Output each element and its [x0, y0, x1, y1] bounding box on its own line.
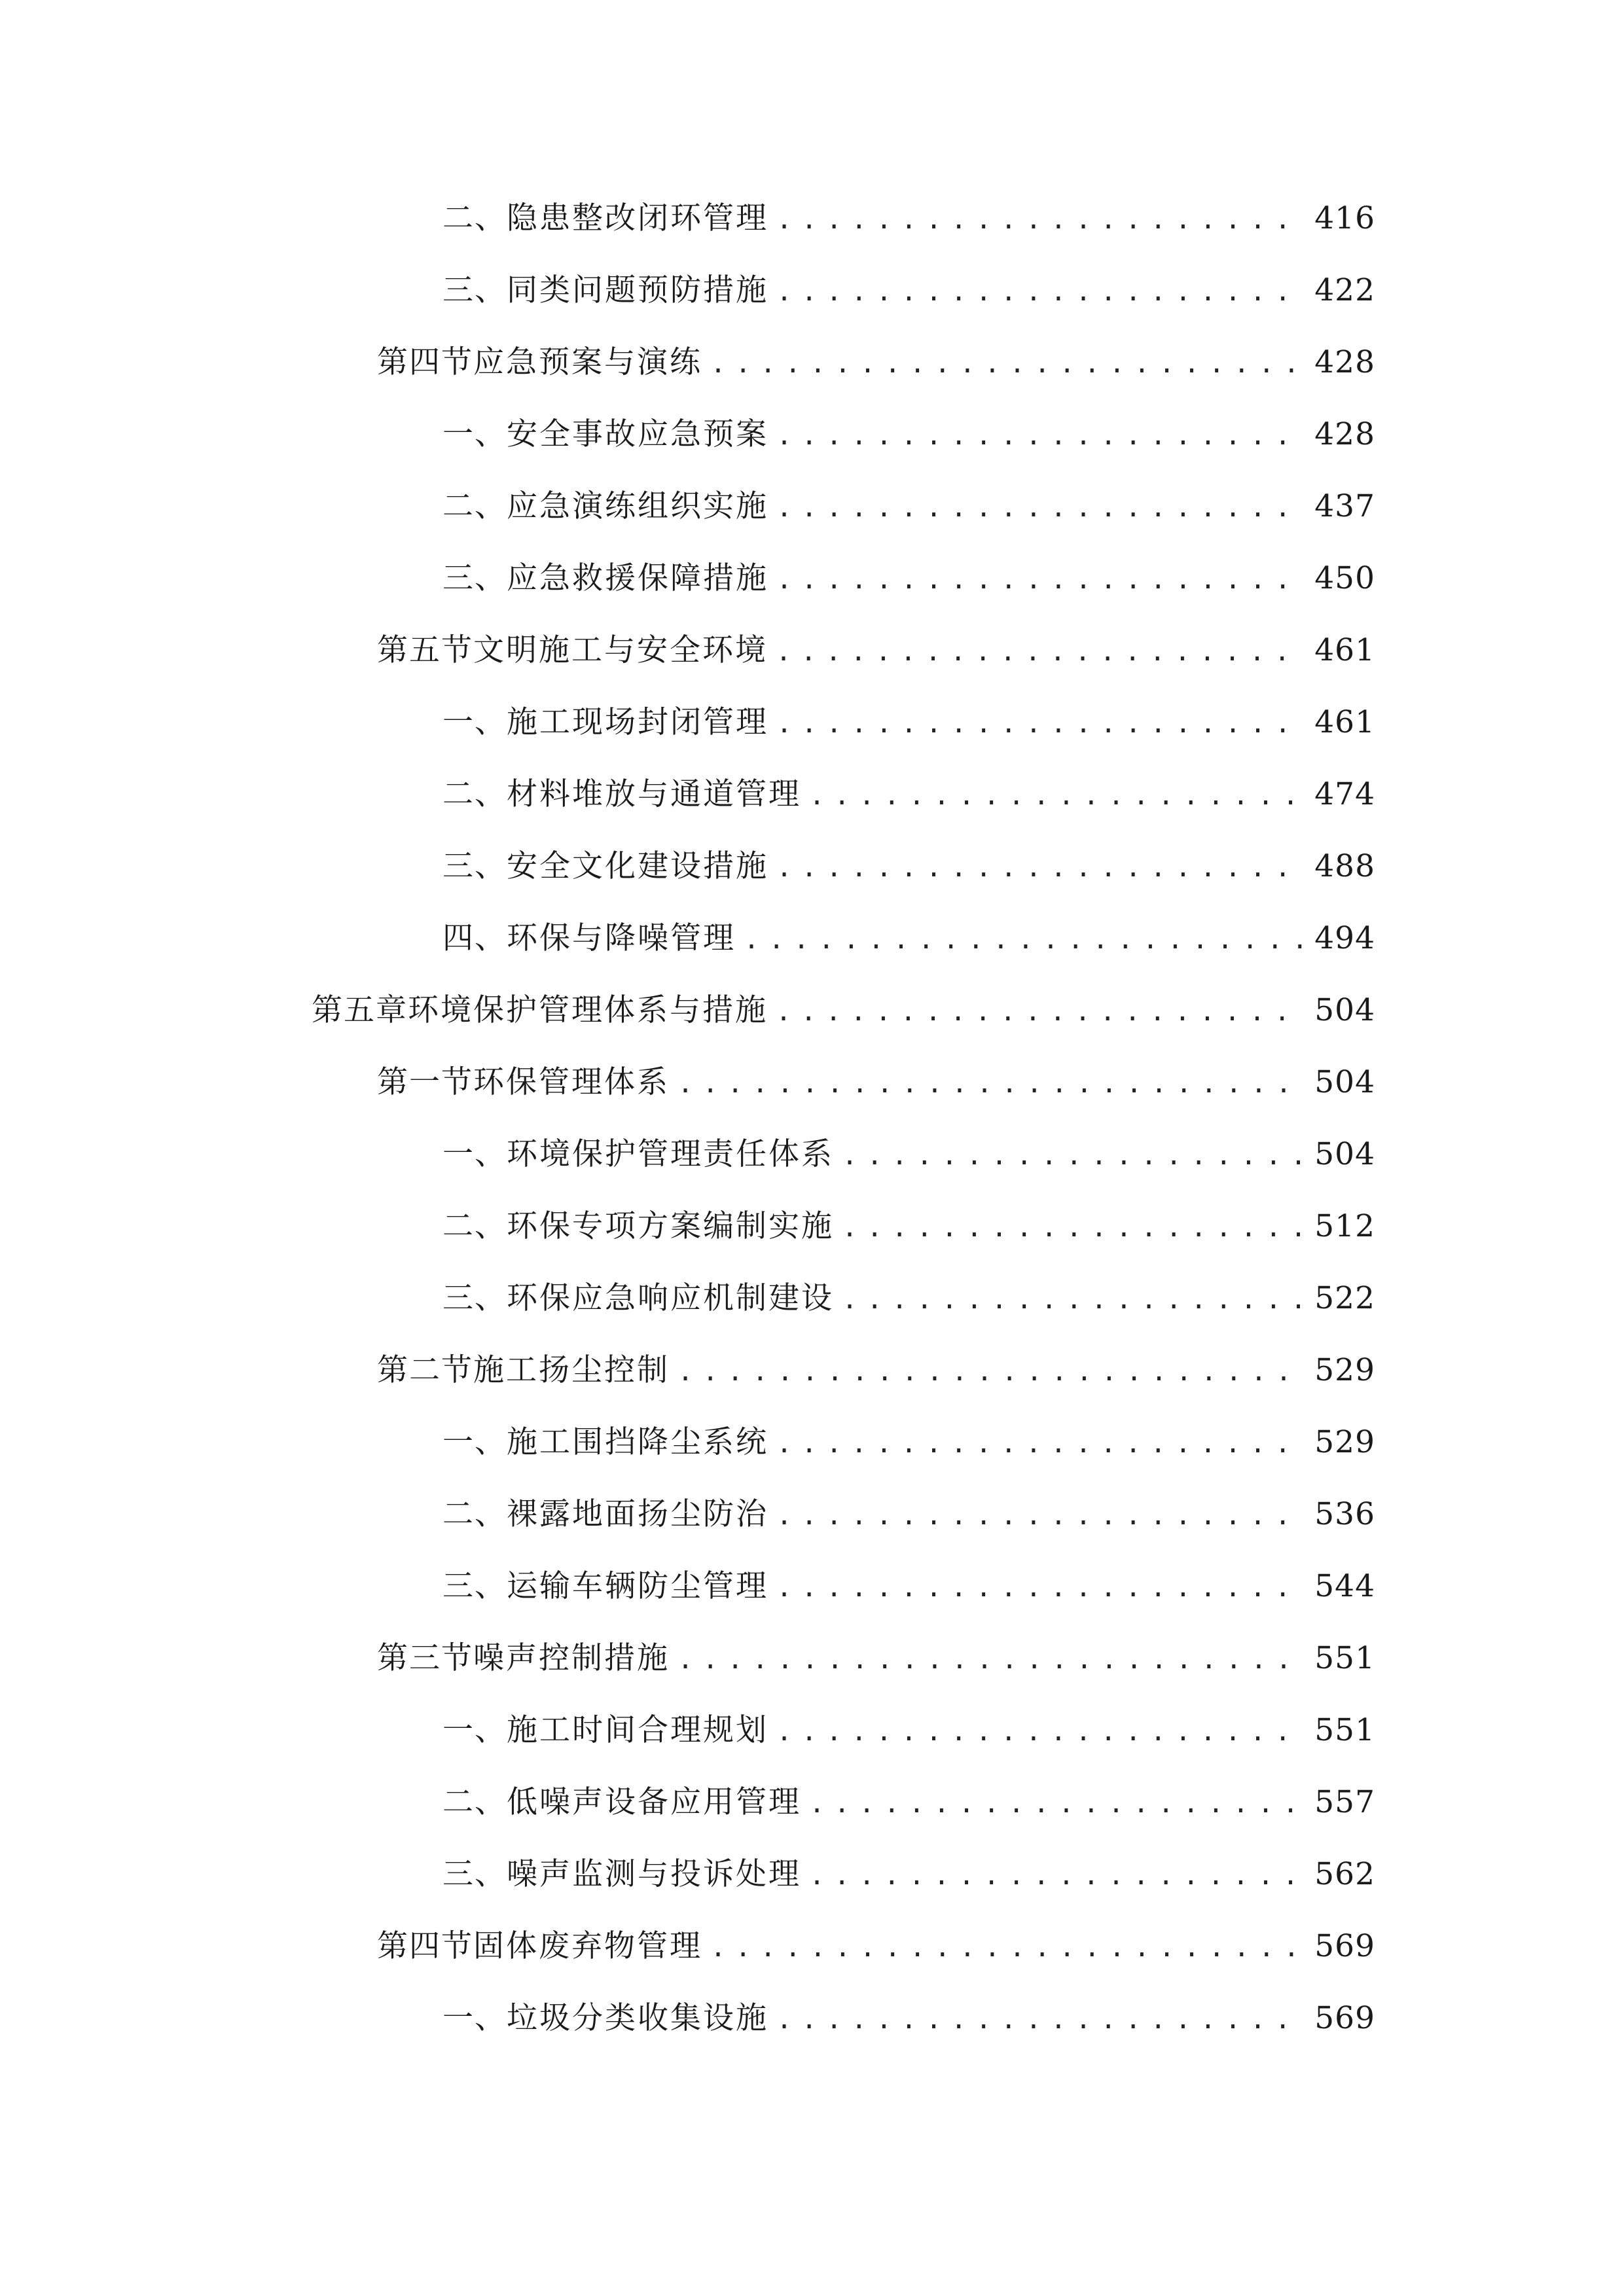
toc-entry-title: 文明施工与安全环境: [473, 632, 768, 668]
toc-dot-leader: [776, 1575, 1303, 1601]
toc-entry-line: [377, 1064, 1375, 1100]
toc-entry-title: 安全事故应急预案: [507, 416, 768, 452]
toc-entry-number: 第四节: [377, 344, 473, 380]
toc-entry-title: 环保专项方案编制实施: [507, 1208, 834, 1244]
toc-page-number: 450: [1314, 560, 1375, 596]
toc-entry-number: 一、: [442, 1712, 507, 1748]
toc-dot-leader: [776, 279, 1303, 305]
toc-dot-leader: [776, 2007, 1303, 2033]
toc-entry-item[interactable]: [0, 406, 1624, 478]
toc-entry-section[interactable]: [0, 1342, 1624, 1414]
toc-entry-item[interactable]: [0, 1846, 1624, 1918]
toc-page-number: 562: [1314, 1856, 1375, 1892]
toc-entry-section[interactable]: [0, 1054, 1624, 1126]
toc-entry-title: 噪声控制措施: [473, 1640, 670, 1676]
toc-entry-number: 三、: [442, 1568, 507, 1604]
toc-entry-title: 固体废弃物管理: [473, 1928, 702, 1964]
toc-entry-item[interactable]: [0, 838, 1624, 910]
toc-entry-number: 二、: [442, 1784, 507, 1820]
toc-dot-leader: [776, 1431, 1303, 1457]
toc-dot-leader: [776, 1719, 1303, 1745]
toc-entry-line: [377, 1640, 1375, 1676]
toc-page-number: 416: [1314, 200, 1375, 236]
toc-page-number: 522: [1314, 1280, 1375, 1316]
toc-entry-title: 环保应急响应机制建设: [507, 1280, 834, 1316]
toc-entry-line: [442, 488, 1375, 524]
toc-entry-number: 一、: [442, 416, 507, 452]
toc-entry-title: 噪声监测与投诉处理: [507, 1856, 801, 1892]
toc-entry-title: 环保管理体系: [473, 1064, 670, 1100]
toc-page-number: 428: [1314, 416, 1375, 452]
toc-entry-number: 一、: [442, 704, 507, 740]
toc-entry-item[interactable]: [0, 262, 1624, 334]
toc-dot-leader: [677, 1647, 1303, 1673]
toc-entry-title: 材料堆放与通道管理: [507, 776, 801, 812]
toc-entry-item[interactable]: [0, 1486, 1624, 1558]
toc-entry-number: 二、: [442, 488, 507, 524]
toc-page-number: 461: [1314, 704, 1375, 740]
toc-entry-item[interactable]: [0, 190, 1624, 262]
toc-entry-number: 第四节: [377, 1928, 473, 1964]
toc-entry-line: [442, 1496, 1375, 1532]
toc-entry-number: 二、: [442, 200, 507, 236]
toc-entry-number: 三、: [442, 1856, 507, 1892]
toc-dot-leader: [677, 1071, 1303, 1097]
toc-entry-number: 二、: [442, 1208, 507, 1244]
toc-entry-line: [442, 200, 1375, 236]
toc-entry-line: [442, 1280, 1375, 1316]
toc-entry-title: 施工现场封闭管理: [507, 704, 768, 740]
toc-entry-title: 施工时间合理规划: [507, 1712, 768, 1748]
toc-entry-number: 三、: [442, 272, 507, 308]
toc-entry-title: 环境保护管理责任体系: [507, 1136, 834, 1172]
toc-entry-title: 裸露地面扬尘防治: [507, 1496, 768, 1532]
toc-entry-line: [442, 1712, 1375, 1748]
toc-dot-leader: [809, 783, 1303, 809]
toc-entry-line: [442, 2000, 1375, 2036]
toc-entry-line: [442, 1856, 1375, 1892]
toc-page-number: 428: [1314, 344, 1375, 380]
toc-page-number: 504: [1314, 1064, 1375, 1100]
toc-entry-number: 第一节: [377, 1064, 473, 1100]
toc-entry-item[interactable]: [0, 694, 1624, 766]
toc-entry-section[interactable]: [0, 622, 1624, 694]
toc-entry-number: 一、: [442, 1136, 507, 1172]
toc-entry-title: 低噪声设备应用管理: [507, 1784, 801, 1820]
toc-page-number: 551: [1314, 1712, 1375, 1748]
toc-entry-title: 应急演练组织实施: [507, 488, 768, 524]
toc-page-number: 529: [1314, 1352, 1375, 1388]
toc-entry-title: 环境保护管理体系与措施: [408, 992, 768, 1028]
toc-page-number: 461: [1314, 632, 1375, 668]
toc-dot-leader: [776, 567, 1303, 593]
toc-page-number: 512: [1314, 1208, 1375, 1244]
toc-dot-leader: [842, 1143, 1303, 1169]
toc-dot-leader: [776, 711, 1303, 737]
toc-dot-leader: [710, 351, 1303, 377]
toc-entry-item[interactable]: [0, 1270, 1624, 1342]
toc-entry-line: [442, 704, 1375, 740]
toc-dot-leader: [776, 999, 1303, 1025]
toc-entry-number: 三、: [442, 560, 507, 596]
toc-dot-leader: [710, 1935, 1303, 1961]
toc-entry-item[interactable]: [0, 478, 1624, 550]
toc-entry-line: [377, 1928, 1375, 1964]
toc-entry-item[interactable]: [0, 1414, 1624, 1486]
toc-page-number: 504: [1314, 992, 1375, 1028]
toc-dot-leader: [776, 423, 1303, 449]
toc-entry-section[interactable]: [0, 1918, 1624, 1990]
toc-entry-item[interactable]: [0, 1774, 1624, 1846]
toc-page-number: 551: [1314, 1640, 1375, 1676]
toc-entry-number: 二、: [442, 1496, 507, 1532]
toc-entry-title: 垃圾分类收集设施: [507, 2000, 768, 2036]
toc-entry-line: [377, 1352, 1375, 1388]
toc-entry-line: [442, 848, 1375, 884]
toc-entry-line: [442, 1136, 1375, 1172]
toc-dot-leader: [677, 1359, 1303, 1385]
toc-entry-line: [442, 1208, 1375, 1244]
toc-page-number: 536: [1314, 1496, 1375, 1532]
toc-entry-item[interactable]: [0, 1990, 1624, 2062]
toc-page-number: 569: [1314, 1928, 1375, 1964]
toc-dot-leader: [776, 207, 1303, 233]
toc-entry-number: 一、: [442, 1424, 507, 1460]
toc-page-number: 422: [1314, 272, 1375, 308]
toc-page-number: 569: [1314, 2000, 1375, 2036]
toc-entry-number: 四、: [442, 920, 507, 956]
toc-entry-line: [442, 1568, 1375, 1604]
toc-entry-line: [442, 920, 1375, 956]
toc-entry-item[interactable]: [0, 910, 1624, 982]
toc-dot-leader: [842, 1287, 1303, 1313]
toc-dot-leader: [809, 1863, 1303, 1889]
toc-entry-number: 三、: [442, 1280, 507, 1316]
toc-entry-number: 第五章: [312, 992, 408, 1028]
toc-entry-item[interactable]: [0, 1702, 1624, 1774]
toc-entry-item[interactable]: [0, 766, 1624, 838]
toc-entry-line: [377, 632, 1375, 668]
toc-entry-title: 隐患整改闭环管理: [507, 200, 768, 236]
toc-entry-title: 同类问题预防措施: [507, 272, 768, 308]
toc-entry-title: 施工围挡降尘系统: [507, 1424, 768, 1460]
toc-page-number: 488: [1314, 848, 1375, 884]
toc-entry-section[interactable]: [0, 1630, 1624, 1702]
toc-dot-leader: [744, 927, 1303, 953]
toc-entry-line: [312, 992, 1375, 1028]
toc-page-number: 437: [1314, 488, 1375, 524]
toc-dot-leader: [842, 1215, 1303, 1241]
toc-entry-title: 施工扬尘控制: [473, 1352, 670, 1388]
toc-entry-number: 第二节: [377, 1352, 473, 1388]
toc-dot-leader: [776, 495, 1303, 521]
toc-page-number: 544: [1314, 1568, 1375, 1604]
toc-dot-leader: [776, 1503, 1303, 1529]
toc-entry-line: [377, 344, 1375, 380]
toc-dot-leader: [809, 1791, 1303, 1817]
toc-entry-title: 应急救援保障措施: [507, 560, 768, 596]
toc-entry-line: [442, 416, 1375, 452]
toc-page-number: 557: [1314, 1784, 1375, 1820]
toc-entry-number: 三、: [442, 848, 507, 884]
toc-dot-leader: [776, 639, 1303, 665]
toc-entry-title: 运输车辆防尘管理: [507, 1568, 768, 1604]
toc-entry-line: [442, 1784, 1375, 1820]
toc-entry-line: [442, 776, 1375, 812]
toc-entry-number: 第三节: [377, 1640, 473, 1676]
toc-entry-line: [442, 272, 1375, 308]
toc-dot-leader: [776, 855, 1303, 881]
toc-page-number: 494: [1314, 920, 1375, 956]
table-of-contents: [0, 190, 1624, 2062]
toc-entry-title: 环保与降噪管理: [507, 920, 736, 956]
toc-entry-line: [442, 1424, 1375, 1460]
toc-entry-title: 安全文化建设措施: [507, 848, 768, 884]
toc-entry-section[interactable]: [0, 334, 1624, 406]
toc-page-number: 474: [1314, 776, 1375, 812]
toc-entry-item[interactable]: [0, 550, 1624, 622]
toc-entry-line: [442, 560, 1375, 596]
toc-entry-number: 二、: [442, 776, 507, 812]
toc-entry-chapter[interactable]: [0, 982, 1624, 1054]
toc-entry-item[interactable]: [0, 1198, 1624, 1270]
toc-page-number: 529: [1314, 1424, 1375, 1460]
toc-entry-number: 第五节: [377, 632, 473, 668]
toc-page-number: 504: [1314, 1136, 1375, 1172]
toc-entry-item[interactable]: [0, 1558, 1624, 1630]
toc-entry-item[interactable]: [0, 1126, 1624, 1198]
toc-entry-number: 一、: [442, 2000, 507, 2036]
toc-entry-title: 应急预案与演练: [473, 344, 702, 380]
